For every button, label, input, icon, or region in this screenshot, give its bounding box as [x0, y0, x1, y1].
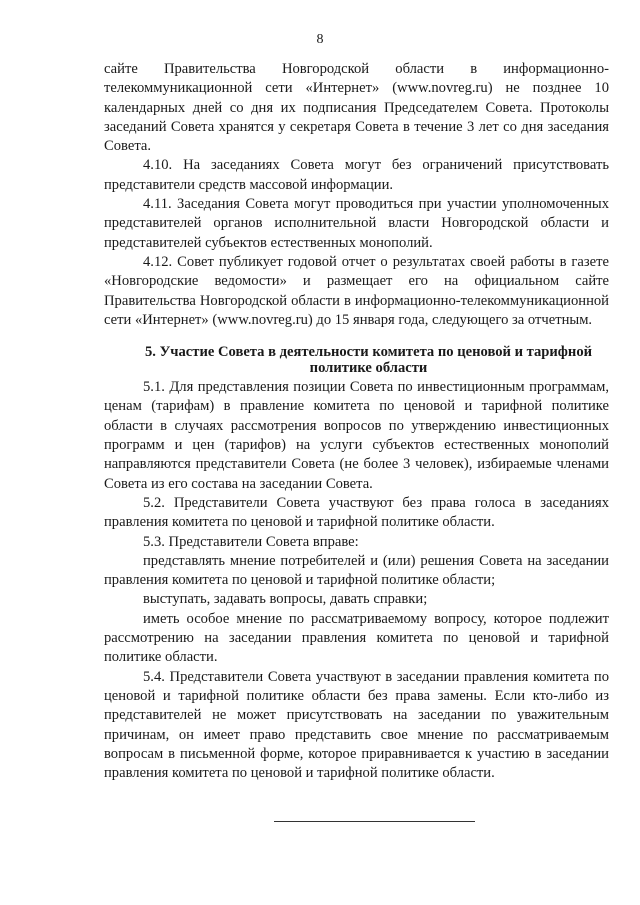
- paragraph-5-4: 5.4. Представители Совета участвуют в заседании правления комитета по ценовой и тарифной политике области без права замены. Если кто-либо из представителей не может присутствовать на заседании по уважительным причинам, он имеет право представить свое мнение по рассматриваемым вопросам в письменной форме, которое приравнивается к участию в заседании правления комитета по ценовой и тарифной политике области.: [104, 668, 609, 782]
- paragraph-4-10: 4.10. На заседаниях Совета могут без ограничений присутствовать представители средств массовой информации.: [104, 157, 609, 193]
- paragraph-5-3-item-2: выступать, задавать вопросы, давать справки;: [143, 591, 428, 608]
- paragraph-5-2: 5.2. Представители Совета участвуют без права голоса в заседаниях правления комитета по ценовой и тарифной политике области.: [104, 494, 609, 531]
- paragraph-4-12: 4.12. Совет публикует годовой отчет о результатах своей работы в газете «Новгородские ведомости» и размещает его на официальном сайте Правительства Новгородской области в информационно-телекоммуникационной сети «Интернет» (www.novreg.ru) до 15 января года, следующего за отчетным.: [104, 253, 609, 328]
- paragraph-5-3-item-3: иметь особое мнение по рассматриваемому вопросу, которое подлежит рассмотрению на заседании правления комитета по ценовой и тарифной политике области.: [104, 610, 609, 666]
- end-separator-line: [274, 821, 475, 822]
- paragraph-5-1: 5.1. Для представления позиции Совета по инвестиционным программам, ценам (тарифам) в правление комитета по ценовой и тарифной политике области в случаях рассмотрения вопросов по утверждению инвестиционных программ и цен (тарифов) на услуги субъектов естественных монополий направляются представители Совета (не более 3 человек), избираемые членами Совета из его состава на заседании Совета.: [104, 379, 609, 492]
- document-body: [104, 60, 609, 783]
- paragraph-4-11: 4.11. Заседания Совета могут проводиться при участии уполномоченных представителей органов исполнительной власти Новгородской области и представителей субъектов естественных монополий.: [104, 196, 609, 251]
- paragraph-5-3: 5.3. Представители Совета вправе:: [143, 533, 359, 550]
- page-number: 8: [316, 32, 324, 47]
- section-5-heading: 5. Участие Совета в деятельности комитета по ценовой и тарифной политике области: [144, 344, 593, 377]
- paragraph-5-3-item-1: представлять мнение потребителей и (или) решения Совета на заседании правления комитета по ценовой и тарифной политике области;: [104, 552, 609, 589]
- paragraph-continuation: сайте Правительства Новгородской области в информационно-телекоммуникационной сети «Интернет» (www.novreg.ru) не позднее 10 календарных дней со дня их подписания Председателем Совета. Протоколы заседаний Совета хранятся у секретаря Совета в течение 3 лет со дня заседания Совета.: [104, 61, 609, 155]
